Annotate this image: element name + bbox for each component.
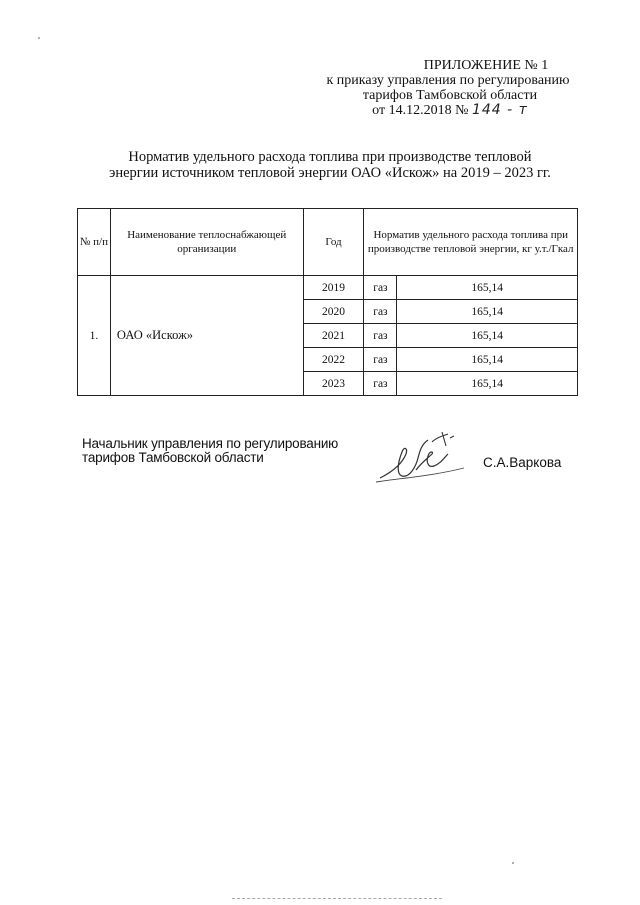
scan-speck — [512, 862, 514, 864]
cell-year: 2021 — [303, 324, 364, 348]
header-norm: Норматив удельного расхода топлива при производстве тепловой энергии, кг у.т./Гкал — [364, 209, 578, 276]
appendix-order-number: 144 - т — [471, 102, 528, 118]
appendix-date: от 14.12.2018 № — [372, 103, 469, 118]
document-title-line1: Норматив удельного расхода топлива при производстве тепловой — [128, 149, 532, 165]
cell-year: 2020 — [303, 300, 364, 324]
norm-table — [77, 208, 578, 396]
appendix-date-line — [300, 103, 600, 118]
header-year: Год — [303, 209, 364, 276]
cell-year: 2019 — [303, 276, 364, 300]
signer-position — [82, 437, 382, 465]
cell-organization: ОАО «Искож» — [110, 276, 303, 396]
cell-fuel: газ — [364, 324, 397, 348]
table-row — [78, 276, 578, 300]
cell-norm-value: 165,14 — [397, 300, 578, 324]
signer-position-line2: тарифов Тамбовской области — [82, 450, 264, 465]
handwritten-signature — [372, 428, 472, 486]
scan-speck — [38, 37, 40, 39]
appendix-title: ПРИЛОЖЕНИЕ № 1 — [423, 58, 549, 73]
scan-edge-marks — [232, 898, 442, 902]
cell-fuel: газ — [364, 276, 397, 300]
table-body — [78, 276, 578, 396]
cell-norm-value: 165,14 — [397, 276, 578, 300]
cell-fuel: газ — [364, 372, 397, 396]
signer-name: С.А.Варкова — [483, 455, 562, 470]
signer-position-line1: Начальник управления по регулированию — [82, 436, 339, 451]
cell-fuel: газ — [364, 300, 397, 324]
header-org: Наименование теплоснабжающей организации — [110, 209, 303, 276]
cell-year: 2023 — [303, 372, 364, 396]
cell-year: 2022 — [303, 348, 364, 372]
cell-norm-value: 165,14 — [397, 324, 578, 348]
appendix-header — [300, 58, 600, 118]
document-title-line2: энергии источником тепловой энергии ОАО «Искож» на 2019 – 2023 гг. — [109, 165, 551, 181]
cell-norm-value: 165,14 — [397, 348, 578, 372]
table-header-row — [78, 209, 578, 276]
cell-norm-value: 165,14 — [397, 372, 578, 396]
document-title — [80, 149, 580, 181]
header-num: № п/п — [78, 209, 111, 276]
appendix-order-line: к приказу управления по регулированию — [326, 73, 570, 88]
appendix-authority-line: тарифов Тамбовской области — [362, 88, 538, 103]
cell-fuel: газ — [364, 348, 397, 372]
cell-row-number: 1. — [78, 276, 111, 396]
